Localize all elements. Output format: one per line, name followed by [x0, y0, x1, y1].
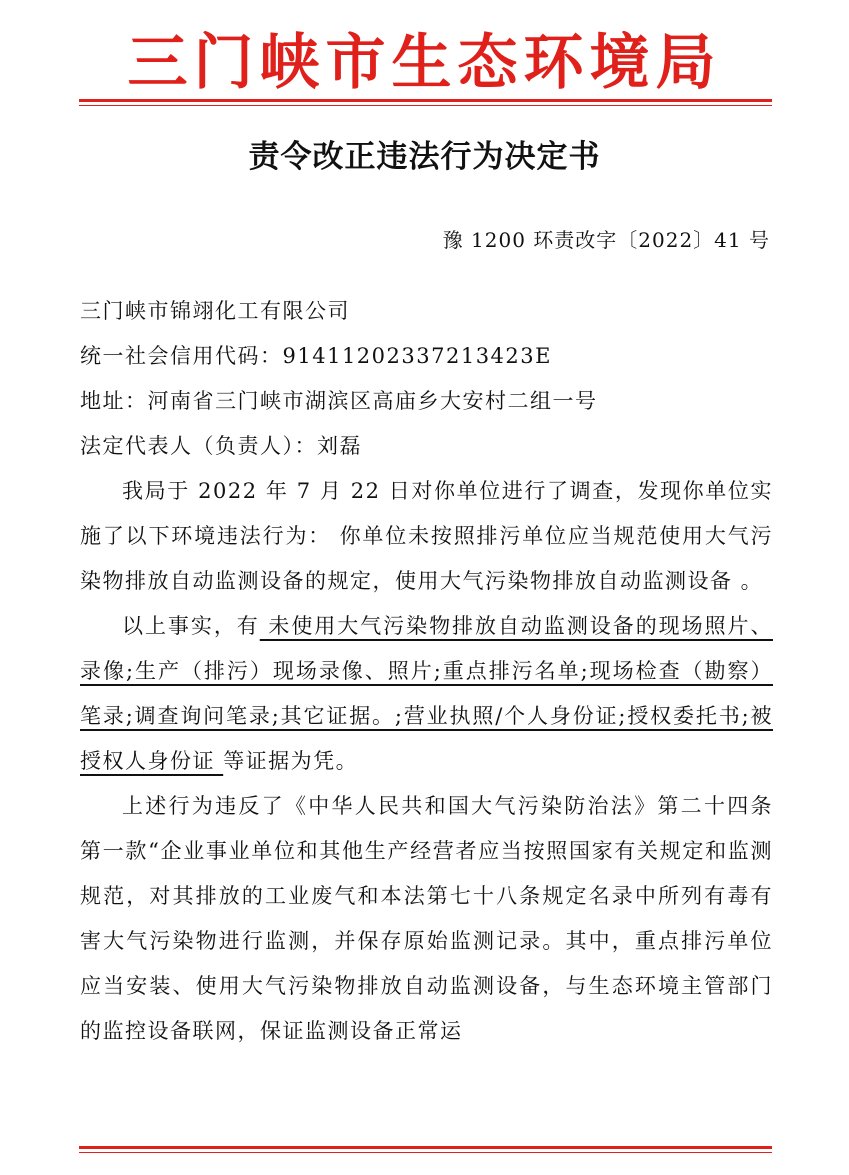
evidence-paragraph — [80, 604, 773, 784]
evidence-prefix: 以上事实，有 — [122, 614, 260, 638]
document-body — [80, 289, 773, 1054]
header-red-rule — [79, 99, 772, 102]
credit-code: 统一社会信用代码：91411202337213423E — [80, 344, 552, 368]
issuing-authority-header: 三门峡市生态环境局 — [127, 28, 722, 98]
footer-red-rule-thin — [79, 1152, 772, 1153]
evidence-list: 未使用大气污染物排放自动监测设备的现场照片、录像;生产（排污）现场录像、照片;重点排污名单;现场检查（勘察）笔录;调查询问笔录;其它证据。;营业执照/个人身份证;授权委托书;被授权人身份证 — [80, 614, 773, 773]
footer-red-rule — [79, 1146, 772, 1149]
violation-paragraph: 上述行为违反了《中华人民共和国大气污染防治法》第二十四条第一款“企业事业单位和其他生产经营者应当按照国家有关规定和监测规范，对其排放的工业废气和本法第七十八条规定名录中所列有毒有害大气污染物进行监测，并保存原始监测记录。其中，重点排污单位应当安装、使用大气污染物排放自动监测设备，与生态环境主管部门的监控设备联网，保证监测设备正常运 — [80, 794, 773, 1043]
evidence-suffix: 等证据为凭。 — [223, 749, 359, 773]
header-red-rule-thin — [79, 105, 772, 106]
company-name: 三门峡市锦翊化工有限公司 — [80, 299, 350, 323]
investigation-paragraph: 我局于 2022 年 7 月 22 日对你单位进行了调查，发现你单位实施了以下环境违法行为： 你单位未按照排污单位应当规范使用大气污染物排放自动监测设备的规定，使用大气污染物排放自动监测设备 。 — [80, 479, 773, 593]
document-title: 责令改正违法行为决定书 — [248, 139, 601, 175]
document-number: 豫 1200 环责改字〔2022〕41 号 — [442, 228, 770, 252]
legal-representative: 法定代表人（负责人）：刘磊 — [80, 434, 362, 458]
address: 地址：河南省三门峡市湖滨区高庙乡大安村二组一号 — [80, 389, 598, 413]
